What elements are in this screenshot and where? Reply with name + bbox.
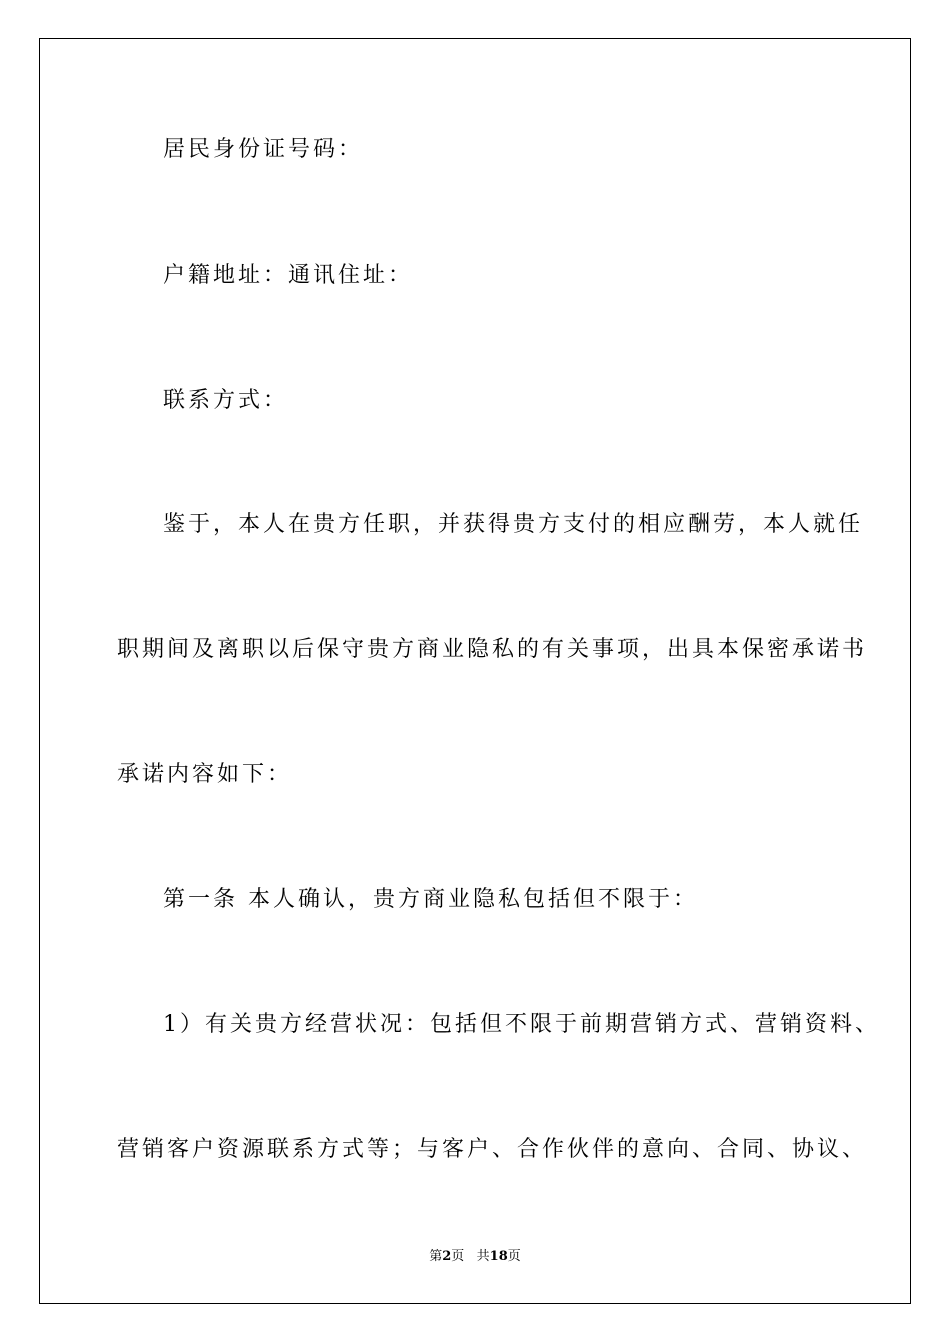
footer-prefix: 第 bbox=[429, 1249, 443, 1264]
footer-page-current: 2 bbox=[442, 1249, 452, 1264]
footer-mid: 页 共 bbox=[451, 1249, 490, 1264]
text-line-item-1-cont: 营销客户资源联系方式等；与客户、合作伙伴的意向、合同、协议、 bbox=[117, 1137, 868, 1162]
text-line-paragraph-2: 职期间及离职以后保守贵方商业隐私的有关事项，出具本保密承诺书 bbox=[117, 637, 868, 662]
footer-suffix: 页 bbox=[507, 1249, 521, 1264]
page-border bbox=[39, 38, 911, 1304]
footer-page-total: 18 bbox=[489, 1249, 508, 1264]
text-line-article-1: 第一条 本人确认，贵方商业隐私包括但不限于： bbox=[163, 887, 698, 912]
text-line-id-number: 居民身份证号码： bbox=[163, 137, 364, 162]
text-line-commitment-intro: 承诺内容如下： bbox=[117, 762, 293, 787]
text-line-paragraph-1: 鉴于，本人在贵方任职，并获得贵方支付的相应酬劳，本人就任 bbox=[163, 512, 864, 537]
page-footer bbox=[0, 1249, 950, 1265]
text-line-item-1: 1）有关贵方经营状况：包括但不限于前期营销方式、营销资料、 bbox=[163, 1012, 880, 1037]
text-line-address: 户籍地址：通讯住址： bbox=[163, 263, 414, 288]
text-line-contact: 联系方式： bbox=[163, 388, 289, 413]
